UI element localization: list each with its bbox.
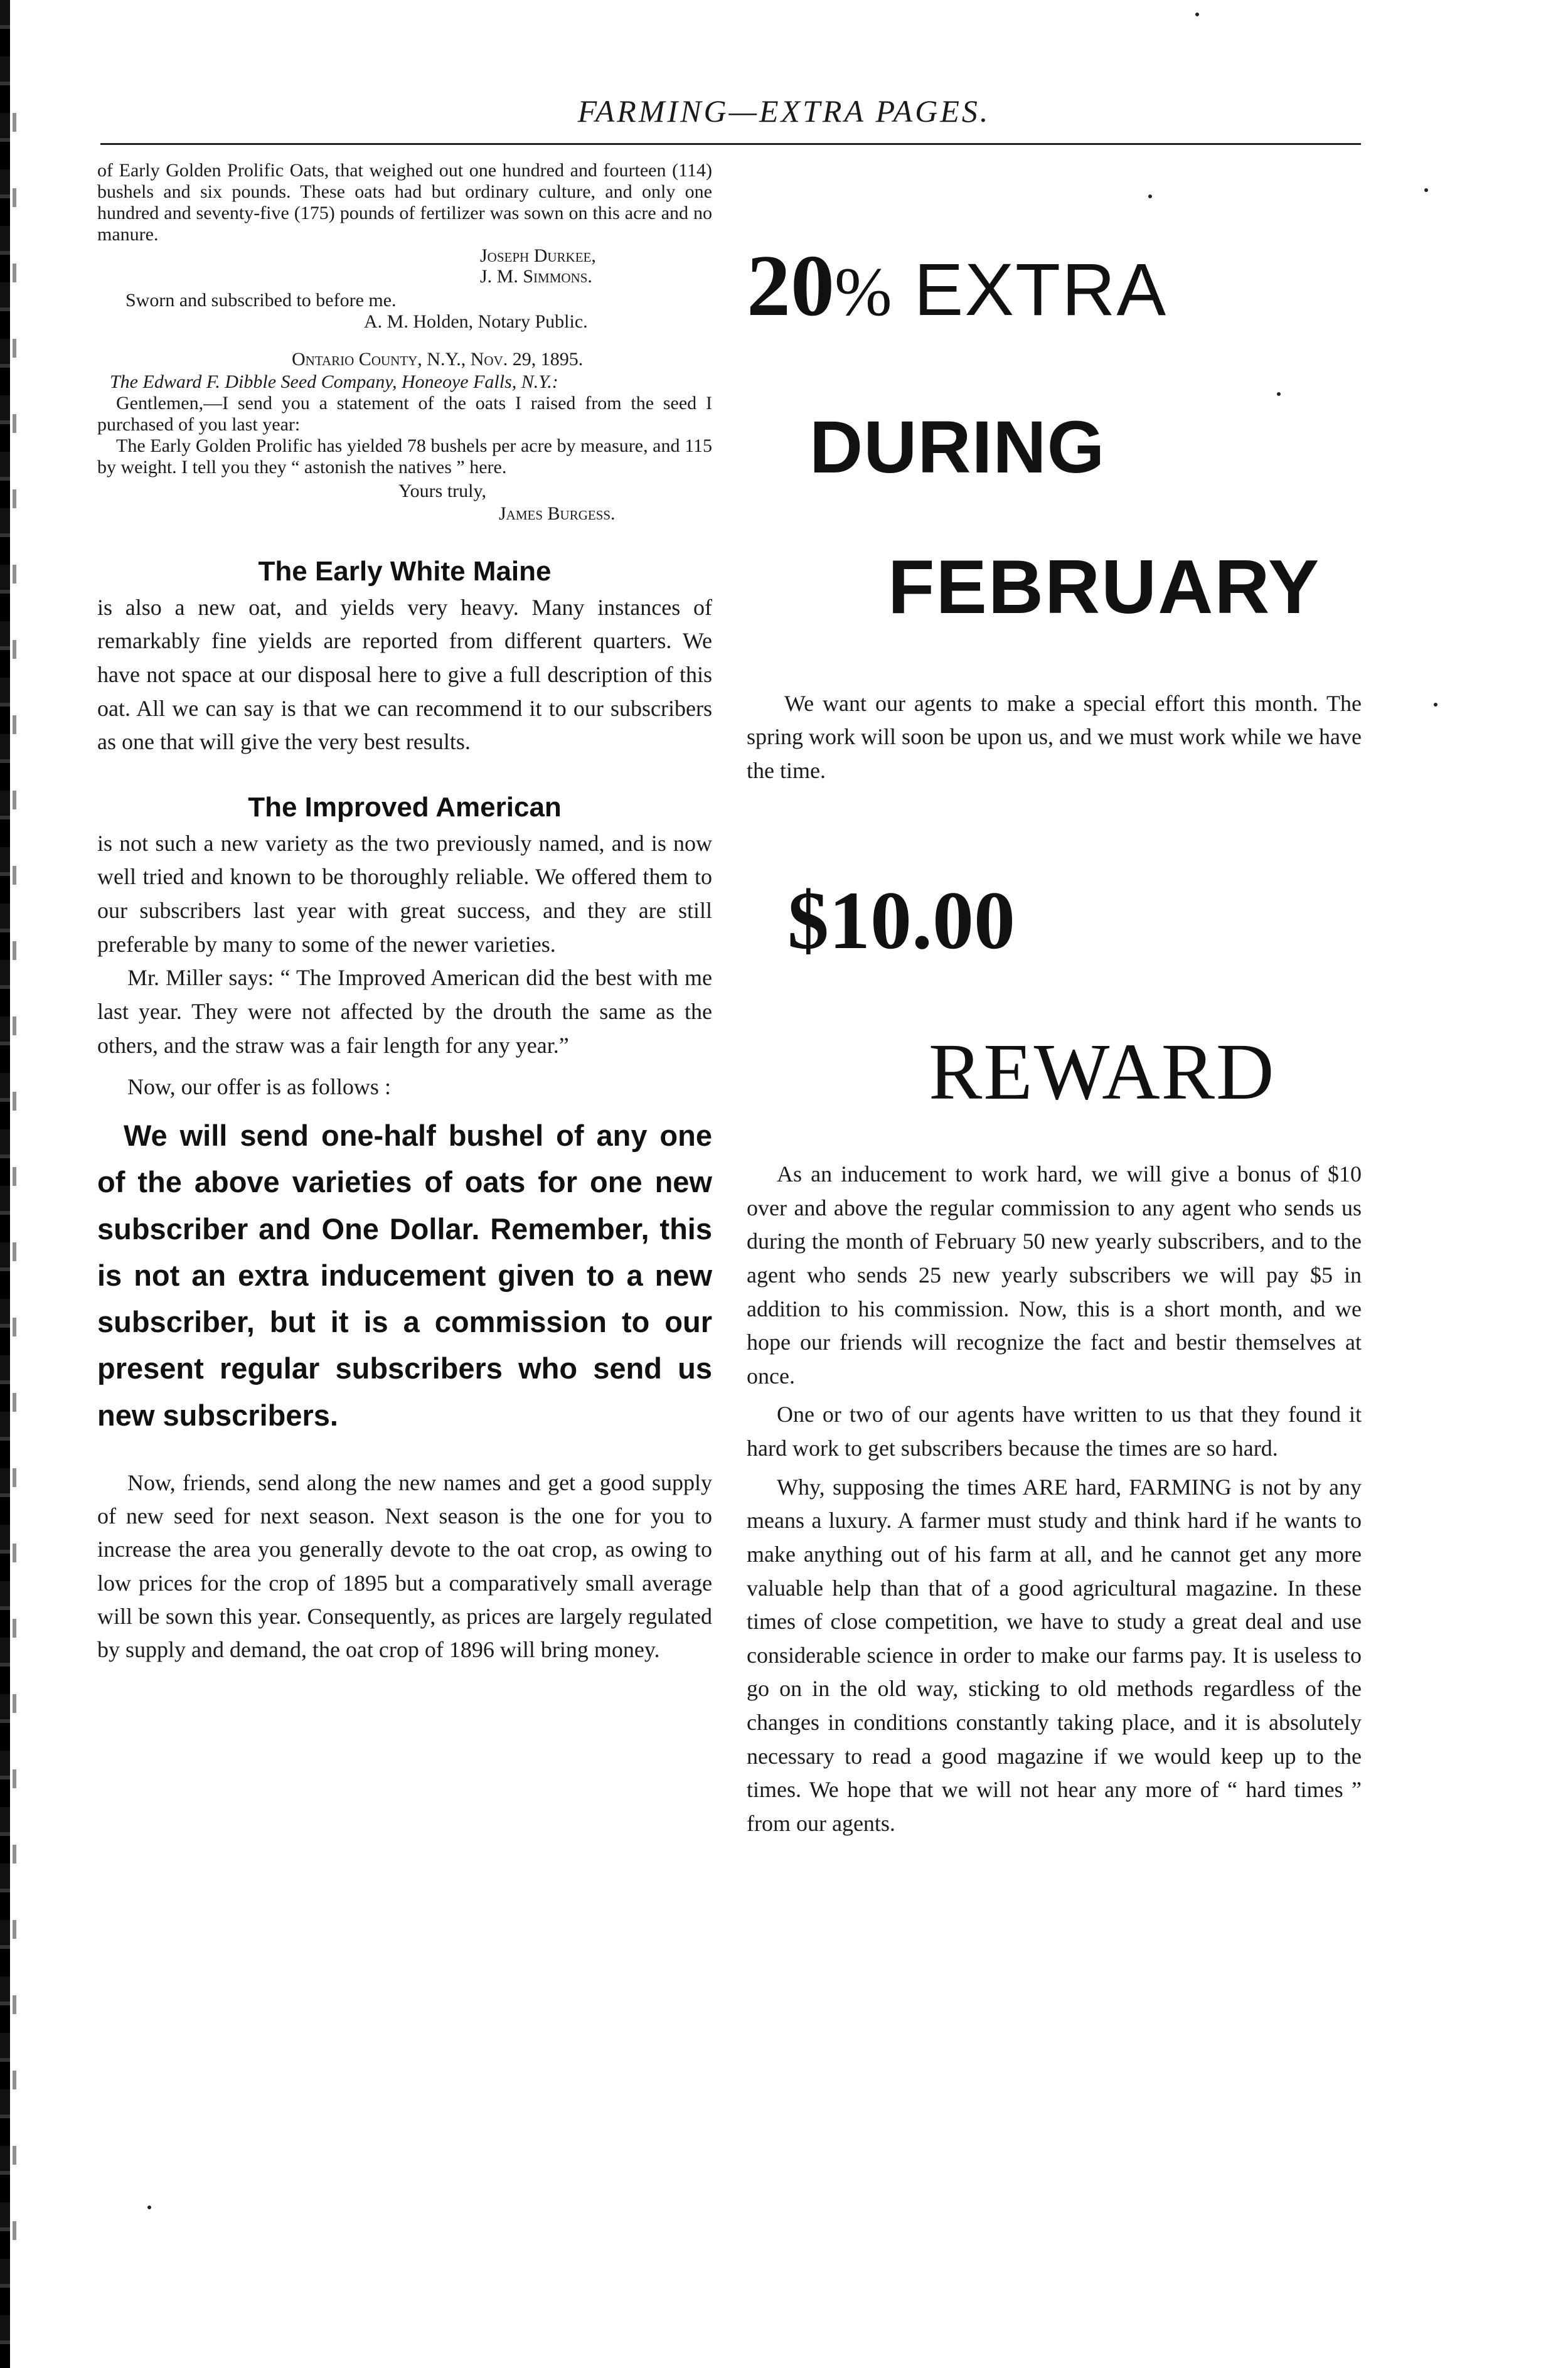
print-speck: [147, 2205, 151, 2209]
left-column: [97, 160, 712, 1667]
headline-reward: REWARD: [929, 1027, 1276, 1116]
letter2-addressee: The Edward F. Dibble Seed Company, Honeoye Falls, N.Y.:: [110, 371, 558, 393]
paragraph-agents-hard-times: One or two of our agents have written to us that they found it hard work to get subscribers because the times are so hard.: [747, 1402, 1362, 1461]
letter2-paragraph-1: Gentlemen,—I send you a statement of the oats I raised from the seed I purchased of you last year:: [97, 393, 712, 435]
heading-early-white-maine: The Early White Maine: [258, 555, 552, 587]
paragraph-friends-seed: Now, friends, send along the new names and get a good supply of new seed for next season. Next season is the one for you to increase the area you generally devote to the oat crop, as owing to low prices for the crop of 1895 but a comparatively small average will be sown this year. Consequently, as prices are largely regulated by supply and demand, the oat crop of 1896 will bring money.: [97, 1469, 712, 1663]
paragraph-farming-not-luxury: Why, supposing the times ARE hard, FARMING is not by any means a luxury. A farmer must study and think hard if he wants to make anything out of his farm at all, and he cannot get any more valuable help than that of a good agricultural magazine. In these times of close competition, we have to study a great deal and use considerable science in order to make our farms pay. It is useless to go on in the old way, sticking to old methods regardless of the changes in conditions constantly taking place, and it is absolutely necessary to read a good magazine if we would keep up to the times. We hope that we will not hear any more of “ hard times ” from our agents.: [747, 1474, 1362, 1836]
letter1-signature-1: Joseph Durkee,: [480, 245, 596, 266]
paragraph-early-white-maine: is also a new oat, and yields very heavy. Many instances of remarkably fine yields are reported from different quarters. We have not space at our disposal here to give a full description of this oat. All we can say is that we can recommend it to our subscribers as one that will give the very best results.: [97, 594, 712, 755]
headline-extra: EXTRA: [914, 248, 1168, 331]
running-head: FARMING—EXTRA PAGES.: [577, 93, 991, 129]
right-body-text: [747, 1158, 1362, 1846]
headline-during: DURING: [809, 406, 1106, 489]
headline-20-percent-extra: [747, 235, 1167, 336]
letter1-signature-2: J. M. Simmons.: [480, 266, 592, 287]
header-rule: [100, 143, 1361, 145]
letter1-body: of Early Golden Prolific Oats, that weighed out one hundred and fourteen (114) bushels and six pounds. These oats had but ordinary culture, and only one hundred and seventy-five (175) pounds of fertilizer was sown on this acre and no manure.: [97, 160, 712, 245]
paragraph-improved-american: is not such a new variety as the two previously named, and is now well tried and known to be thoroughly reliable. We offered them to our subscribers last year with great success, and they are still preferable by many to some of the newer varieties.: [97, 830, 712, 957]
letter2-paragraph-2: The Early Golden Prolific has yielded 78 bushels per acre by measure, and 115 by weight. I tell you they “ astonish the natives ” here.: [97, 435, 712, 477]
headline-ten-dollars: $10.00: [787, 874, 1015, 966]
sworn-statement: Sworn and subscribed to before me.: [125, 290, 397, 311]
headline-percent-number: 20: [747, 237, 835, 334]
letter2-closing: Yours truly,: [398, 480, 487, 501]
page-binding-shadow: [13, 113, 16, 2246]
offer-intro: Now, our offer is as follows :: [127, 1074, 391, 1100]
print-speck: [1434, 703, 1437, 707]
paragraph-bonus-offer: As an inducement to work hard, we will give a bonus of $10 over and above the regular commission to any agent who sends us during the month of February 50 new yearly subscribers, and to the agent who sends 25 new yearly subscribers we will pay $5 in addition to his commission. Now, this is a short month, and we hope our friends will recognize the fact and bestir themselves at once.: [747, 1161, 1362, 1389]
print-speck: [1148, 195, 1152, 198]
headline-february: FEBRUARY: [888, 544, 1321, 629]
letter2-dateline: Ontario County, N.Y., Nov. 29, 1895.: [292, 349, 584, 370]
notary-line: A. M. Holden, Notary Public.: [364, 311, 588, 333]
offer-statement: We will send one-half bushel of any one of the above varieties of oats for one new subscriber and One Dollar. Remember, this is not an extra inducement given to a new subscriber, but it is a commission to our present regular subscribers who send us new subscribers.: [97, 1119, 712, 1432]
page-binding-edge: [0, 0, 10, 2368]
headline-percent-sign: %: [835, 253, 892, 330]
print-speck: [1277, 392, 1281, 396]
heading-improved-american: The Improved American: [248, 791, 562, 823]
print-speck: [1424, 188, 1428, 192]
print-speck: [1195, 13, 1199, 16]
paragraph-agents-effort: We want our agents to make a special effort this month. The spring work will soon be upon us, and we must work while we have the time.: [747, 691, 1362, 783]
paragraph-miller-quote: Mr. Miller says: “ The Improved American did the best with me last year. They were not affected by the drouth the same as the others, and the straw was a fair length for any year.”: [97, 965, 712, 1058]
letter2-signature: James Burgess.: [499, 503, 616, 524]
